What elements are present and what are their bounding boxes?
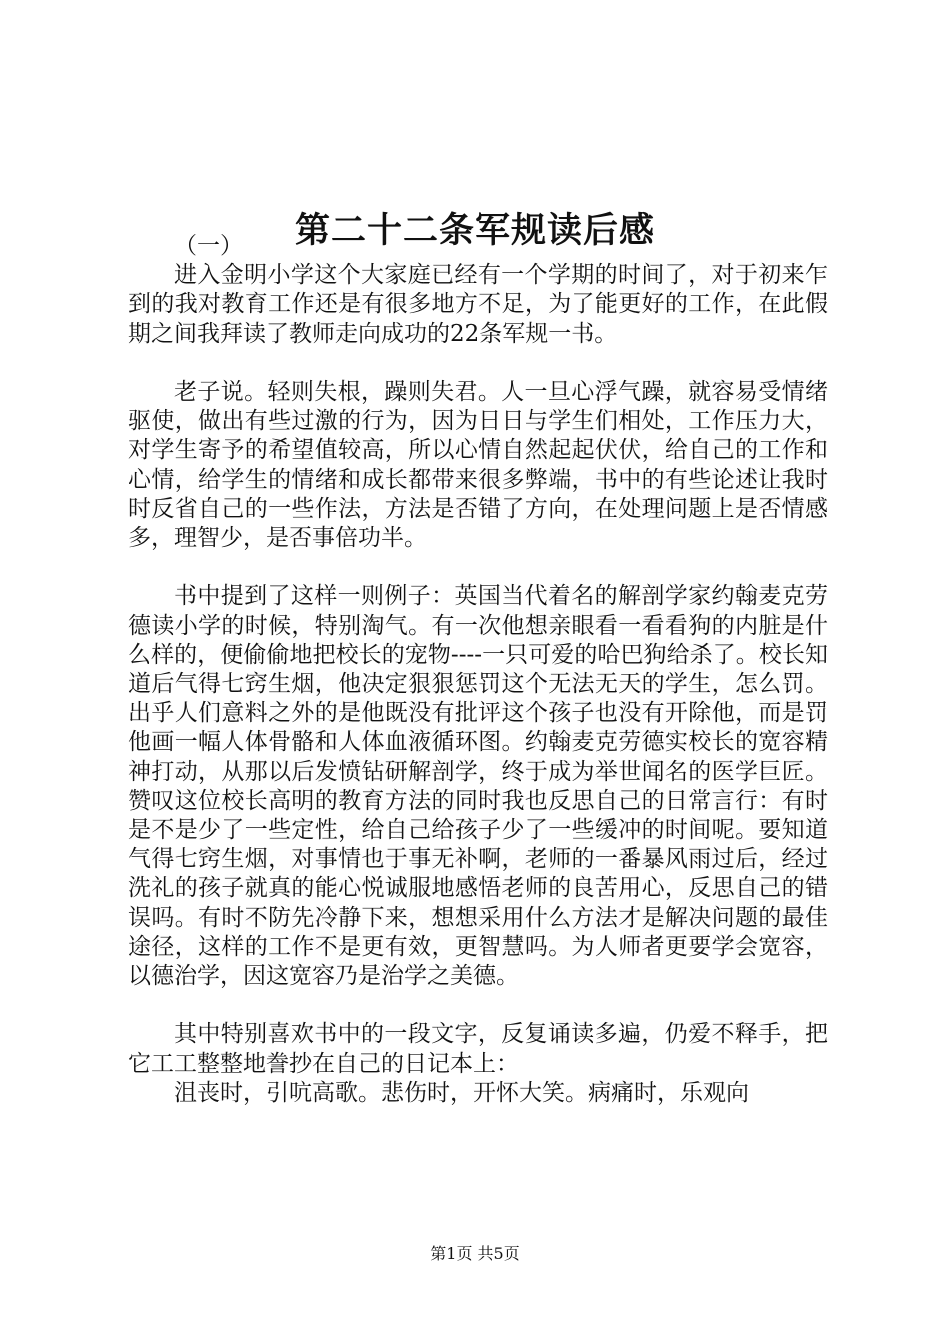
paragraph-1: 进入金明小学这个大家庭已经有一个学期的时间了，对于初来乍到的我对教育工作还是有很多地方不足，为了能更好的工作，在此假期之间我拜读了教师走向成功的22条军规一书。 bbox=[128, 262, 828, 347]
paragraph-4: 其中特别喜欢书中的一段文字，反复诵读多遍，仍爱不释手，把它工工整整地誊抄在自己的日记本上： bbox=[128, 1021, 828, 1077]
page-footer: 第1页 共5页 bbox=[430, 1244, 520, 1263]
section-label: （一） bbox=[174, 233, 243, 259]
paragraph-5: 沮丧时，引吭高歌。悲伤时，开怀大笑。病痛时，乐观向 bbox=[174, 1079, 749, 1106]
document-title: 第二十二条军规读后感 bbox=[294, 210, 655, 252]
document-body bbox=[128, 232, 828, 1108]
paragraph-spacer bbox=[128, 991, 828, 1020]
paragraph-spacer bbox=[128, 553, 828, 582]
paragraph-3: 书中提到了这样一则例子：英国当代着名的解剖学家约翰麦克劳德读小学的时候，特别淘气。有一次他想亲眼看一看看狗的内脏是什么样的，便偷偷地把校长的宠物----一只可爱的哈巴狗给杀了。校长知道后气得七窍生烟，他决定狠狠惩罚这个无法无天的学生，怎么罚。出乎人们意料之外的是他既没有批评这个孩子也没有开除他，而是罚他画一幅人体骨骼和人体血液循环图。约翰麦克劳德实校长的宽容精神打动，从那以后发愤钻研解剖学，终于成为举世闻名的医学巨匠。赞叹这位校长高明的教育方法的同时我也反思自己的日常言行：有时是不是少了一些定性，给自己给孩子少了一些缓冲的时间呢。要知道气得七窍生烟，对事情也于事无补啊，老师的一番暴风雨过后，经过洗礼的孩子就真的能心悦诚服地感悟老师的良苦用心，反思自己的错误吗。有时不防先冷静下来，想想采用什么方法才是解决问题的最佳途径，这样的工作不是更有效，更智慧吗。为人师者更要学会宽容，以德治学，因这宽容乃是治学之美德。 bbox=[128, 583, 828, 990]
paragraph-spacer bbox=[128, 349, 828, 378]
paragraph-2: 老子说。轻则失根，躁则失君。人一旦心浮气躁，就容易受情绪驱使，做出有些过激的行为，因为日日与学生们相处，工作压力大，对学生寄予的希望值较高，所以心情自然起起伏伏，给自己的工作和心情，给学生的情绪和成长都带来很多弊端，书中的有些论述让我时时反省自己的一些作法，方法是否错了方向，在处理问题上是否情感多，理智少，是否事倍功半。 bbox=[128, 379, 828, 552]
